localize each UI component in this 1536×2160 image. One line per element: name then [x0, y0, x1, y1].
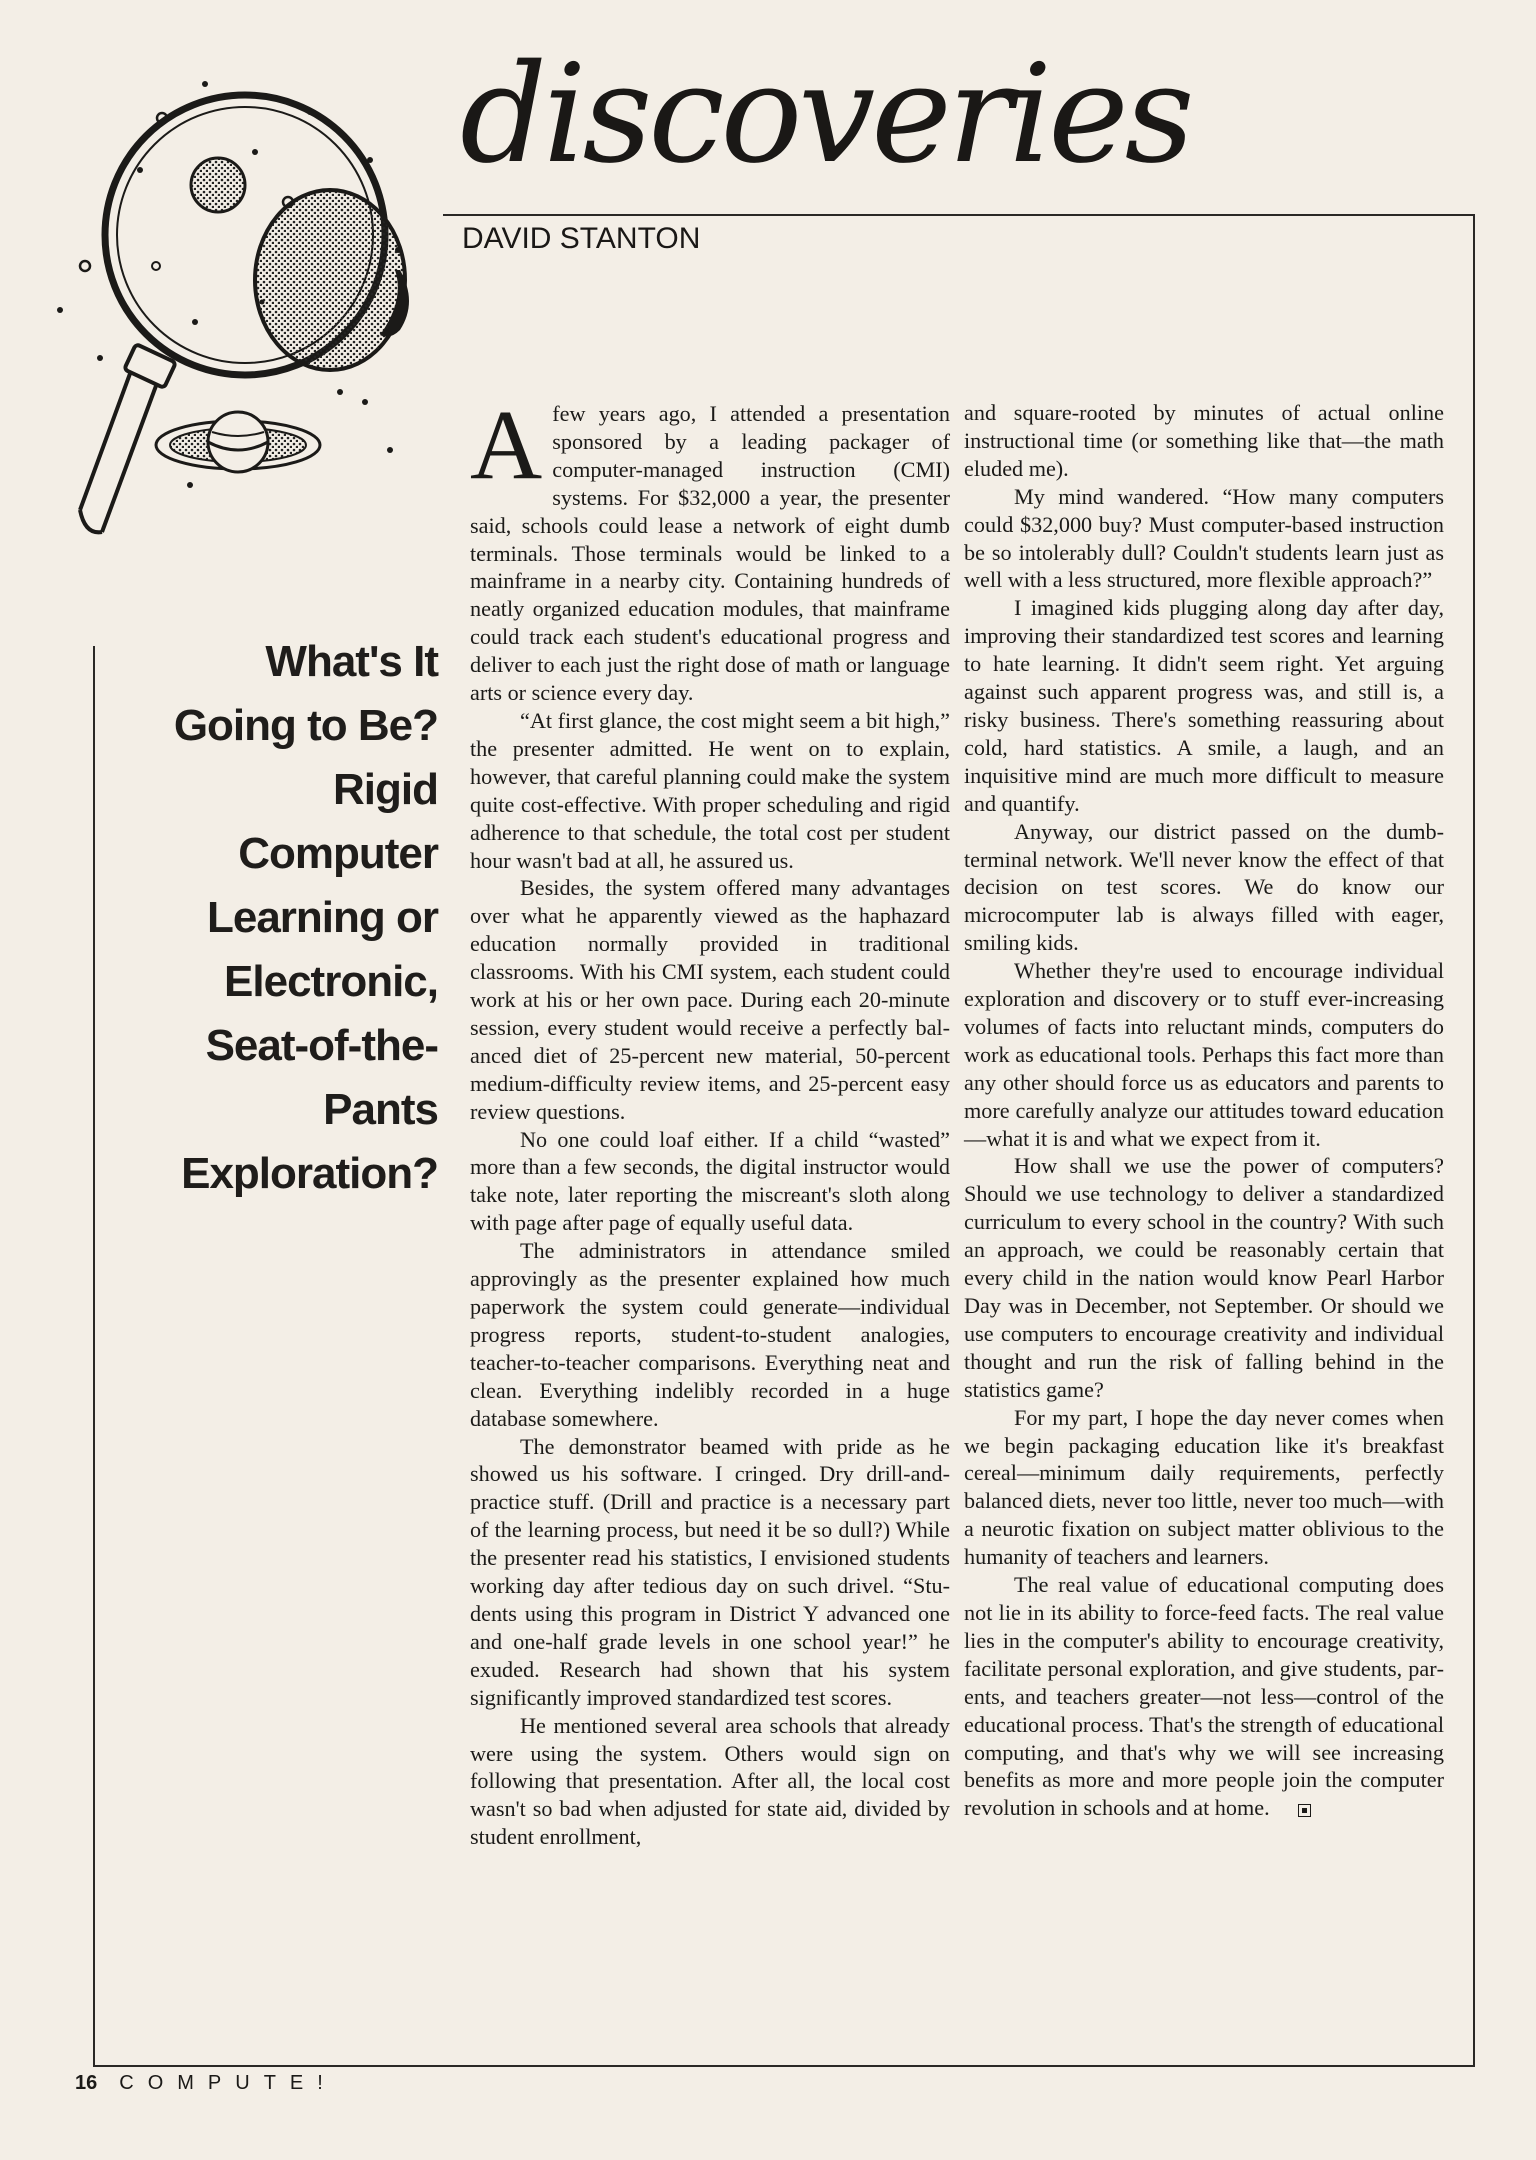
article-paragraph: Anyway, our district passed on the dumb-terminal network. We'll never know the effect of that decision on test scores. We do know our microcomputer lab is always filled with eager, smiling kids.	[964, 818, 1444, 956]
pull-headline	[120, 630, 438, 1206]
frame-rule-right	[1473, 214, 1475, 2067]
headline-line: What's It	[265, 637, 438, 686]
paragraph-text: The real value of educational computing does not lie in its ability to force-feed facts. The real value lies in the computer's ability to encourage creativity, facilitate personal exploration, and give students, parents, and teachers greater—not less—control of the educational process. That's the strength of educational computing, and that's why we will see increasing benefits as more and more people join the computer revolution in schools and at home.	[964, 1572, 1444, 1821]
section-title: discoveries	[460, 36, 1191, 194]
headline-line: Seat-of-the-	[205, 1021, 438, 1070]
article-column-1	[470, 389, 950, 1851]
article-paragraph: My mind wandered. “How many computers could $32,000 buy? Must computer-based instruction be so intolerably dull? Couldn't students learn just as well with a less structured, more flexible approach?”	[964, 483, 1444, 593]
paragraph-text: few years ago, I attended a presentation sponsored by a leading packager of computer-managed instruction (CMI) systems. For $32,000 a year, the presenter said, schools could lease a network of eight dumb terminals. Those terminals would be linked to a mainframe in a nearby city. Containing hundreds of neatly organized education modules, that mainframe could track each student's educational progress and deliver to each just the right dose of math or language arts or science every day.	[470, 401, 950, 706]
headline-line: Exploration?	[181, 1149, 438, 1198]
end-of-article-icon	[1298, 1804, 1311, 1817]
article-paragraph: He mentioned several area schools that already were using the system. Others would sign on following that presentation. After all, the local cost wasn't so bad when adjusted for state aid, divided by student enrollment,	[470, 1712, 950, 1850]
article-paragraph: How shall we use the power of computers? Should we use technology to deliver a standardized curriculum to every school in the country? With such an approach, we could be reasonably certain that every child in the nation would know Pearl Harbor Day was in December, not September. Or should we use computers to encourage creativity and individual thought and run the risk of falling behind in the statistics game?	[964, 1153, 1444, 1402]
frame-rule-left	[93, 646, 95, 2067]
page-folio	[75, 2072, 337, 2095]
article-paragraph	[964, 1571, 1444, 1822]
headline-line: Rigid	[333, 765, 438, 814]
article-paragraph: For my part, I hope the day never comes when we begin packaging education like it's breakfast cereal—minimum daily requirements, perfectly balanced diets, never too little, never too much—with a neurotic fixation on subject matter oblivious to the humanity of teachers and learners.	[964, 1404, 1444, 1570]
article-paragraph: No one could loaf either. If a child “wasted” more than a few seconds, the digital instructor would take note, later reporting the miscreant's sloth along with page after page of equally useful data.	[470, 1126, 950, 1236]
headline-line: Going to Be?	[173, 701, 438, 750]
headline-line: Computer	[238, 829, 438, 878]
magnifying-glass-planets-illustration	[40, 40, 460, 540]
author-byline: DAVID STANTON	[462, 222, 701, 255]
article-paragraph: Besides, the system offered many advantages over what he apparently viewed as the haphazard education normally provided in traditional classrooms. With his CMI system, each student could work at his or her own pace. During each 20-minute session, every student would receive a perfectly balanced diet of 25-percent new material, 50-percent medium-difficulty review items, and 25-percent easy review questions.	[470, 875, 950, 1124]
article-column-2	[964, 399, 1444, 1822]
headline-line: Pants	[323, 1085, 438, 1134]
article-paragraph: The demonstrator beamed with pride as he showed us his software. I cringed. Dry drill-and-practice stuff. (Drill and practice is a necessary part of the learning process, but need it be so dull?) While the presenter read his statistics, I envisioned students working day after tedious day on such drivel. “Students using this program in District Y advanced one and one-half grade levels in one school year!” he exuded. Research had shown that his system significantly improved standardized test scores.	[470, 1433, 950, 1710]
headline-line: Learning or	[206, 893, 438, 942]
frame-rule-bottom	[93, 2065, 1475, 2067]
magazine-name: COMPUTE!	[119, 2072, 337, 2094]
page-number: 16	[75, 2072, 98, 2094]
article-paragraph: I imagined kids plugging along day after day, improving their standardized test scores and learning to hate learning. It didn't seem right. Yet arguing against such apparent progress was, and still is, a risky business. There's something reassuring about cold, hard statistics. A smile, a laugh, and an inquisitive mind are much more difficult to measure and quantify.	[964, 595, 1444, 816]
article-paragraph: The administrators in attendance smiled approvingly as the presenter explained how much paperwork the system could generate—individual progress reports, student-to-student analogies, teacher-to-teacher comparisons. Everything neat and clean. Everything indelibly recorded in a huge database somewhere.	[470, 1238, 950, 1431]
headline-line: Electronic,	[224, 957, 438, 1006]
article-paragraph: Whether they're used to encourage individual exploration and discovery or to stuff ever-increasing volumes of facts into reluctant minds, computers do work as educational tools. Perhaps this fact more than any other should force us as educators and parents to more carefully analyze our attitudes toward education—what it is and what we expect from it.	[964, 958, 1444, 1151]
magnifier-handle-icon	[80, 344, 176, 532]
frame-rule-top	[443, 214, 1475, 216]
drop-cap: A	[470, 389, 543, 500]
article-paragraph: and square-rooted by minutes of actual online instructional time (or something like that—the math eluded me).	[964, 400, 1444, 481]
article-paragraph: “At first glance, the cost might seem a bit high,” the presenter admitted. He went on to explain, however, that careful planning could make the system quite cost-effective. With proper scheduling and rigid adherence to that schedule, the total cost per student hour wasn't bad at all, he assured us.	[470, 707, 950, 873]
article-paragraph	[470, 389, 950, 707]
saturn-icon	[156, 412, 320, 472]
